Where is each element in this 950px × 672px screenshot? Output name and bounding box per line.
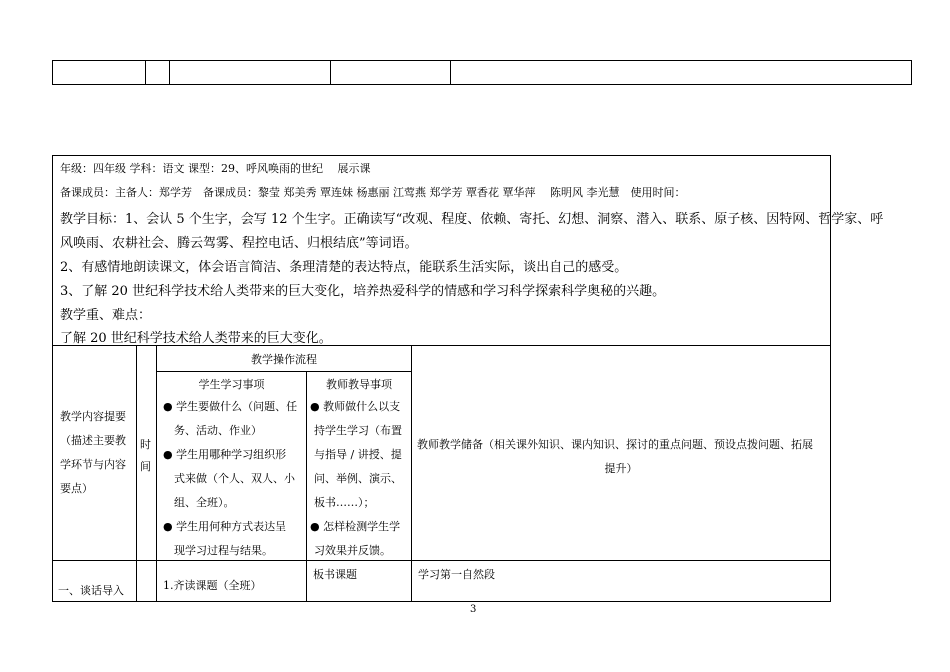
reserve-activity: 学习第一自然段 bbox=[418, 568, 495, 581]
grade-info: 年级：四年级 学科：语文 课型：29、呼风唤雨的世纪 展示课 bbox=[60, 162, 371, 175]
student-item: ● 学生用何种方式表达呈 bbox=[163, 520, 287, 533]
teacher-item: 习效果并反馈。 bbox=[314, 544, 391, 557]
process-title: 教学操作流程 bbox=[251, 353, 317, 366]
key-points-content: 了解 20 世纪科学技术给人类带来的巨大变化。 bbox=[60, 331, 332, 346]
goal-line-3: 2、有感情地朗读课文，体会语言简洁、条理清楚的表达特点，能联系生活实际，谈出自己的感受。 bbox=[60, 260, 628, 275]
teacher-title: 教师教导事项 bbox=[326, 378, 392, 391]
key-points-title: 教学重、难点： bbox=[60, 308, 152, 323]
student-item: ● 学生要做什么（问题、任 bbox=[163, 400, 298, 413]
student-item: 现学习过程与结果。 bbox=[174, 544, 273, 557]
teacher-item: 板书……）； bbox=[314, 496, 375, 509]
goal-line-2: 风唤雨、农耕社会、腾云驾雾、程控电话、归根结底”等词语。 bbox=[60, 236, 418, 251]
time-header-line: 间 bbox=[140, 460, 151, 473]
student-item: ● 学生用哪种学习组织形 bbox=[163, 448, 287, 461]
goal-line-4: 3、了解 20 世纪科学技术给人类带来的巨大变化，培养热爱科学的情感和学习科学探索科学奥秘的兴趣。 bbox=[60, 284, 666, 299]
student-activity: 1.齐读课题（全班） bbox=[163, 579, 262, 592]
content-header-line: 学环节与内容 bbox=[60, 458, 126, 471]
goal-line-1: 教学目标：1、会认 5 个生字，会写 12 个生字。正确读写“改观、程度、依赖、寄托、幻想、洞察、潜入、联系、原子核、因特网、哲学家、呼 bbox=[60, 212, 884, 227]
reserve-header-line: 提升） bbox=[604, 462, 638, 475]
reserve-header-line: 教师教学储备（相关课外知识、课内知识、探讨的重点问题、预设点拨问题、拓展 bbox=[417, 438, 813, 451]
content-header-line: 教学内容提要 bbox=[60, 410, 126, 423]
section-title: 一、谈话导入 bbox=[58, 584, 124, 597]
teacher-item: 问、举例、演示、 bbox=[314, 472, 402, 485]
time-header-line: 时 bbox=[140, 438, 151, 451]
teacher-item: 与指导 / 讲授、提 bbox=[314, 448, 402, 461]
content-header-line: （描述主要教 bbox=[60, 434, 126, 447]
teacher-item: 持学生学习（布置 bbox=[314, 424, 402, 437]
teacher-activity: 板书课题 bbox=[313, 568, 357, 581]
content-header-line: 要点） bbox=[60, 482, 93, 495]
student-item: 式来做（个人、双人、小 bbox=[174, 472, 295, 485]
student-title: 学生学习事项 bbox=[198, 378, 265, 391]
page-number: 3 bbox=[470, 604, 477, 615]
teacher-item: ● 怎样检测学生学 bbox=[310, 520, 401, 533]
student-item: 组、全班）。 bbox=[174, 496, 235, 509]
student-item: 务、活动、作业） bbox=[174, 424, 262, 437]
members-info: 备课成员：主备人：郑学芳 备课成员：黎莹 郑美秀 覃连妹 杨惠丽 江莺燕 郑学芳 覃香花 覃华萍 陈明风 李光慧 使用时间： bbox=[60, 186, 686, 199]
teacher-item: ● 教师做什么以支 bbox=[310, 400, 401, 413]
